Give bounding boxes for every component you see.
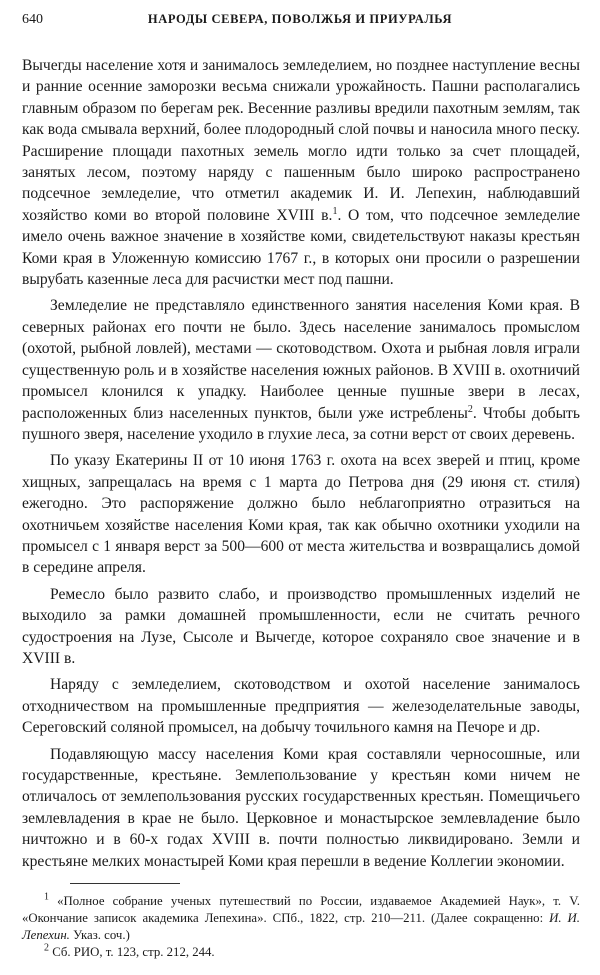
footnotes <box>22 893 580 961</box>
paragraph-2 <box>22 295 580 445</box>
page-number: 640 <box>22 12 43 27</box>
paragraph-1-text-b: . О том, что подсечное земледелие имело очень важное значение в хозяйстве коми, свидетельствуют наказы крестьян Коми края в Уложенную комиссию 1767 г., в которых они просили о разрешении вырубать казенные леса для расчистки мест под пашни. <box>22 206 581 289</box>
paragraph-1 <box>22 55 580 290</box>
paragraph-2-text-b: . Чтобы добыть пушного зверя, население уходило в глухие леса, за сотни верст от своих деревень. <box>22 404 580 443</box>
paragraph-5: Наряду с земледелием, скотоводством и охотой население занималось отходничеством на промышленные предприятия — железоделательные заводы, Сереговский соляной промысел, на добычу точильного камня на Печоре и др. <box>22 676 580 737</box>
footnote-1-text-a: «Полное собрание ученых путешествий по России, издаваемое Академией Наук», т. V. «Окончание записок академика Лепехина». СПб., 1822, стр. 210—211. (Далее сокращенно: <box>22 894 580 925</box>
footnote-divider <box>70 883 180 884</box>
footnote-2 <box>22 944 580 961</box>
footnote-1-marker: 1 <box>44 891 49 903</box>
footnote-1-author: И. И. Лепехин. <box>22 911 580 942</box>
paragraph-6: Подавляющую массу населения Коми края составляли черносошные, или государственные, крестьяне. Землепользование у крестьян коми ничем не отличалось от землепользования русских государственных крестьян. Помещичьего землевладения в крае не было. Церковное и монастырское землевладение было ничтожно и в 60-х годах XVIII в. почти полностью ликвидировано. Земли и крестьяне мелких монастырей Коми края перешли в ведение Коллегии экономии. <box>22 745 580 870</box>
main-text <box>22 55 580 877</box>
paragraph-4: Ремесло было развито слабо, и производство промышленных изделий не выходило за рамки домашней промышленности, если не считать речного судостроения на Лузе, Сысоле и Вычегде, которое сохраняло свое значение и в XVIII в. <box>22 585 580 667</box>
paragraph-1-text-a: Вычегды население хотя и занималось земледелием, но позднее наступление весны и ранние осенние заморозки весьма снижали урожайность. Пашни располагались главным образом по берегам рек. Весенние разливы вредили пахотным землям, так как вода смывала верхний, более плодородный слой почвы и наносила много песку. Расширение площади пахотных земель могло идти только за счет площадей, занятых лесом, поэтому наряду с пашенным было широко распространено подсечное земледелие, что отметил академик И. И. Лепехин, наблюдавший хозяйство коми во второй половине XVIII в. <box>22 57 580 224</box>
footnote-ref-2: 2 <box>467 403 473 415</box>
footnote-1-text-b: Указ. соч.) <box>69 928 130 942</box>
footnote-ref-1: 1 <box>332 205 338 217</box>
running-head: НАРОДЫ СЕВЕРА, ПОВОЛЖЬЯ И ПРИУРАЛЬЯ <box>147 12 453 26</box>
page-header <box>22 12 578 28</box>
paragraph-3: По указу Екатерины II от 10 июня 1763 г. охота на всех зверей и птиц, кроме хищных, запрещалась на время с 1 марта до Петрова дня (29 июня ст. стиля) ежегодно. Это распоряжение должно было неблагоприятно отразиться на охотничьем хозяйстве населения Коми края, так как обычно охотники уходили на промысел с 1 января верст за 500—600 от места жительства и возвращались домой в середине апреля. <box>22 452 580 577</box>
footnote-1 <box>22 893 580 944</box>
paragraph-2-text-a: Земледелие не представляло единственного занятия населения Коми края. В северных районах его почти не было. Здесь население занималось промыслом (охотой, рыбной ловлей), местами — скотоводством. Охота и рыбная ловля играли существенную роль и в хозяйстве населения южных районов. В XVIII в. охотничий промысел клонился к упадку. Наиболее ценные пушные звери в лесах, расположенных близ населенных пунктов, были уже истреблены <box>22 297 580 422</box>
footnote-2-marker: 2 <box>44 942 49 954</box>
footnote-2-text: Сб. РИО, т. 123, стр. 212, 244. <box>49 945 215 959</box>
